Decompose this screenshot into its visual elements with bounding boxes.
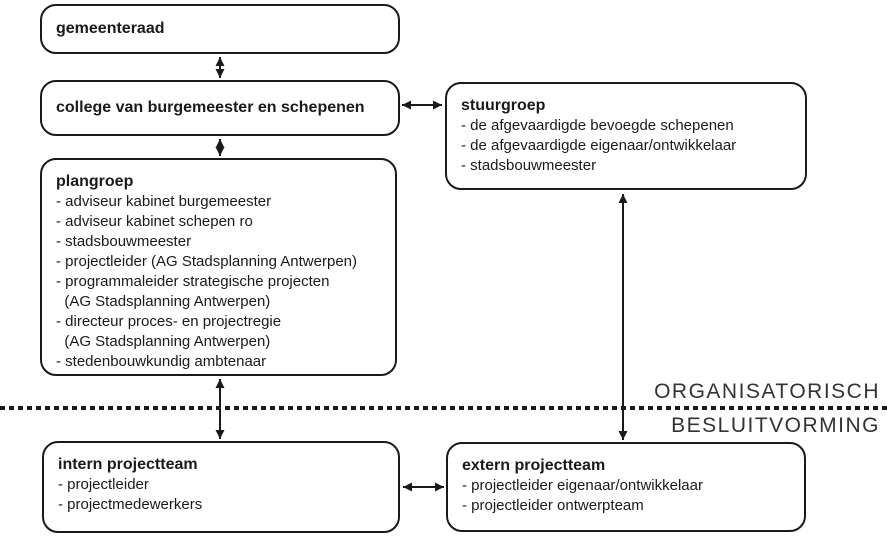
box-gemeenteraad-title: gemeenteraad — [56, 20, 165, 37]
list-item: - projectmedewerkers — [58, 496, 203, 513]
box-stuurgroep-title: stuurgroep — [461, 97, 546, 114]
box-intern-projectteam-title: intern projectteam — [58, 456, 198, 473]
list-item: - de afgevaardigde eigenaar/ontwikkelaar — [461, 137, 737, 154]
zone-label-besluitvorming: BESLUITVORMING — [671, 414, 880, 437]
box-extern-projectteam-title: extern projectteam — [462, 457, 606, 474]
list-item: (AG Stadsplanning Antwerpen) — [56, 293, 271, 310]
box-extern-projectteam-items — [462, 476, 790, 516]
zone-divider-dotted-line — [0, 406, 887, 410]
list-item: - directeur proces- en projectregie — [56, 313, 282, 330]
list-item: - de afgevaardigde bevoegde schepenen — [461, 117, 734, 134]
box-plangroep — [40, 158, 397, 376]
list-item: - adviseur kabinet burgemeester — [56, 193, 272, 210]
list-item: - projectleider (AG Stadsplanning Antwerpen) — [56, 253, 357, 270]
box-gemeenteraad — [40, 4, 400, 54]
box-intern-projectteam — [42, 441, 400, 533]
list-item: - stedenbouwkundig ambtenaar — [56, 353, 267, 370]
box-plangroep-items — [56, 192, 381, 372]
box-stuurgroep-items — [461, 116, 791, 176]
box-extern-projectteam — [446, 442, 806, 532]
list-item: - adviseur kabinet schepen ro — [56, 213, 253, 230]
list-item: - projectleider — [58, 476, 149, 493]
box-stuurgroep — [445, 82, 807, 190]
list-item: - projectleider eigenaar/ontwikkelaar — [462, 477, 703, 494]
box-intern-projectteam-items — [58, 475, 384, 515]
list-item: - projectleider ontwerpteam — [462, 497, 644, 514]
box-college-van-burgemeester — [40, 80, 400, 136]
list-item: - programmaleider strategische projecten — [56, 273, 330, 290]
zone-label-organisatorisch: ORGANISATORISCH — [654, 380, 880, 403]
box-plangroep-title: plangroep — [56, 173, 134, 190]
list-item: - stadsbouwmeester — [56, 233, 192, 250]
list-item: (AG Stadsplanning Antwerpen) — [56, 333, 271, 350]
list-item: - stadsbouwmeester — [461, 157, 597, 174]
box-college-title: college van burgemeester en schepenen — [56, 99, 365, 116]
